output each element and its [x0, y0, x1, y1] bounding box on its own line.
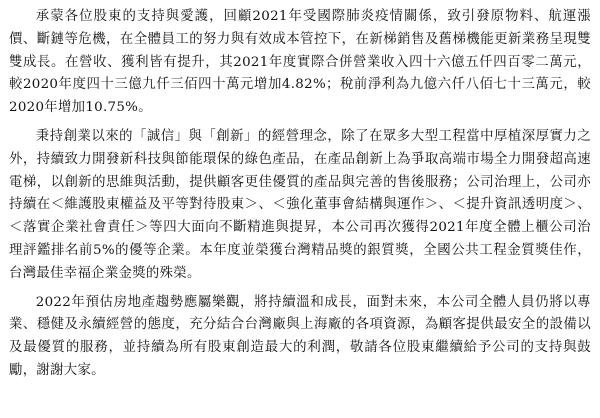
- paragraph-business-philosophy-text: 秉持創業以來的「誠信」與「創新」的經營理念，除了在眾多大型工程當中厚植深厚實力之外，持續致力開發新科技與節能環保的綠色產品，在產品創新上為爭取高端市場全力開發超高速電梯，以創新的思維與活動，提供顧客更佳優質的產品與完善的售後服務；公司治理上，公司亦持續在＜維護股東權益及平等對待股東＞、＜強化董事會結構與運作＞、＜提升資訊透明度＞、＜落實企業社會責任＞等四大面向不斷精進與提昇，本公司再次獲得2021年度全體上櫃公司治理評鑑排名前5%的優等企業。本年度並榮獲台灣精品獎的銀質獎，全國公共工程金質獎佳作，台灣最佳幸福企業金獎的殊榮。: [9, 128, 591, 281]
- paragraph-business-philosophy: [9, 126, 591, 286]
- paragraph-review-2021-text: 承蒙各位股東的支持與愛護，回顧2021年受國際肺炎疫情關係，致引發原物料、航運漲價、斷鏈等危機，在全體員工的努力與有效成本管控下，在新梯銷售及舊梯機能更新業務呈現雙雙成長。在營收、獲利皆有提升，其2021年度實際合併營業收入四十六億五仟四百零二萬元，較2020年度四十三億九仟三佰四十萬元增加4.82%；稅前淨利為九億六仟八佰七十三萬元，較2020年增加10.75%。: [9, 9, 591, 116]
- paragraph-outlook-2022: [9, 292, 591, 383]
- paragraph-review-2021: [9, 6, 591, 120]
- paragraph-outlook-2022-text: 2022年預估房地產趨勢應屬樂觀，將持續溫和成長，面對未來，本公司全體人員仍將以專業、穩健及永續經營的態度，充分結合台灣廠與上海廠的各項資源，為顧客提供最安全的設備以及最優質的服務，並持續為所有股東創造最大的利潤，敬請各位股東繼續給予公司的支持與鼓勵，謝謝大家。: [9, 294, 591, 378]
